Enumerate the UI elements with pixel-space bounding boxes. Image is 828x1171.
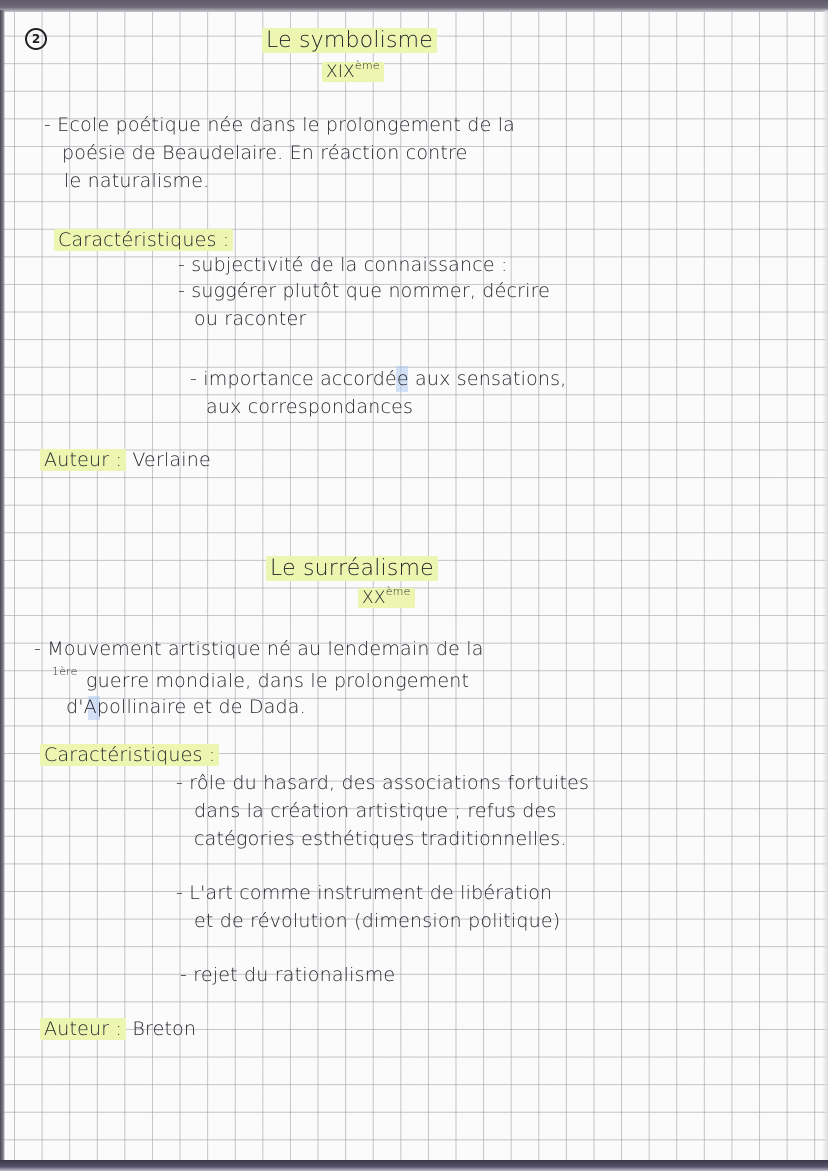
symbolisme-century-highlight <box>322 59 384 82</box>
symbolisme-century-suffix: ème <box>354 59 380 72</box>
symbolisme-author-name: Verlaine <box>132 449 211 471</box>
surrealisme-century <box>358 586 415 607</box>
symbolisme-characteristic-3-line-2: aux correspondances <box>206 396 414 418</box>
surrealisme-characteristics-label-text: Caractéristiques : <box>40 744 219 766</box>
surrealisme-century-suffix: ème <box>385 585 411 598</box>
circled-page-number: 2 <box>25 28 47 50</box>
symbolisme-title <box>262 30 437 52</box>
symbolisme-characteristics-label-text: Caractéristiques : <box>54 229 233 251</box>
symbolisme-author <box>40 451 211 470</box>
surrealisme-intro-ordinal: 1ère <box>52 665 78 678</box>
symbolisme-characteristic-2-line-2: ou raconter <box>194 308 307 330</box>
surrealisme-title <box>266 558 438 580</box>
surrealisme-intro-line-2: guerre mondiale, dans le prolongement <box>86 670 470 692</box>
symbolisme-intro-line-1: - Ecole poétique née dans le prolongement de la <box>44 114 516 136</box>
surrealisme-intro-line-1: - Mouvement artistique né au lendemain de la <box>34 638 484 660</box>
surrealisme-characteristic-2-line-2: et de révolution (dimension politique) <box>194 910 561 932</box>
page-right-edge <box>822 10 828 1162</box>
surrealisme-characteristic-1-line-2: dans la création artistique ; refus des <box>194 800 557 822</box>
surrealisme-author <box>40 1020 196 1039</box>
page-left-edge <box>0 10 5 1162</box>
surrealisme-title-text: Le surréalisme <box>266 556 438 581</box>
symbolisme-characteristics-label <box>54 231 233 250</box>
surrealisme-century-highlight <box>358 585 415 608</box>
surrealisme-characteristic-1-line-3: catégories esthétiques traditionnelles. <box>194 828 567 850</box>
surrealisme-author-label: Auteur : <box>40 1018 126 1040</box>
symbolisme-century-roman: XIX <box>326 62 355 82</box>
symbolisme-author-label: Auteur : <box>40 449 126 471</box>
symbolisme-characteristic-1-line-1: - subjectivité de la connaissance : <box>178 254 508 276</box>
surrealisme-characteristics-label <box>40 746 219 765</box>
symbolisme-characteristic-3-line-1: - importance accordée aux sensations, <box>190 368 567 390</box>
surrealisme-author-name: Breton <box>132 1018 197 1040</box>
symbolisme-characteristic-2-line-1: - suggérer plutôt que nommer, décrire <box>178 280 551 302</box>
page-top-edge <box>0 0 828 12</box>
symbolisme-title-text: Le symbolisme <box>262 28 437 53</box>
surrealisme-characteristic-2-line-1: - L'art comme instrument de libération <box>176 882 553 904</box>
symbolisme-century <box>322 60 384 81</box>
surrealisme-century-roman: XX <box>362 588 386 608</box>
symbolisme-intro-line-3: le naturalisme. <box>64 170 210 192</box>
symbolisme-intro-line-2: poésie de Beaudelaire. En réaction contre <box>62 142 468 164</box>
surrealisme-characteristic-1-line-1: - rôle du hasard, des associations fortuites <box>176 772 590 794</box>
surrealisme-characteristic-3-line-1: - rejet du rationalisme <box>180 964 396 986</box>
surrealisme-intro-line-3: d'Apollinaire et de Dada. <box>66 696 306 718</box>
page-bottom-edge <box>0 1160 828 1171</box>
